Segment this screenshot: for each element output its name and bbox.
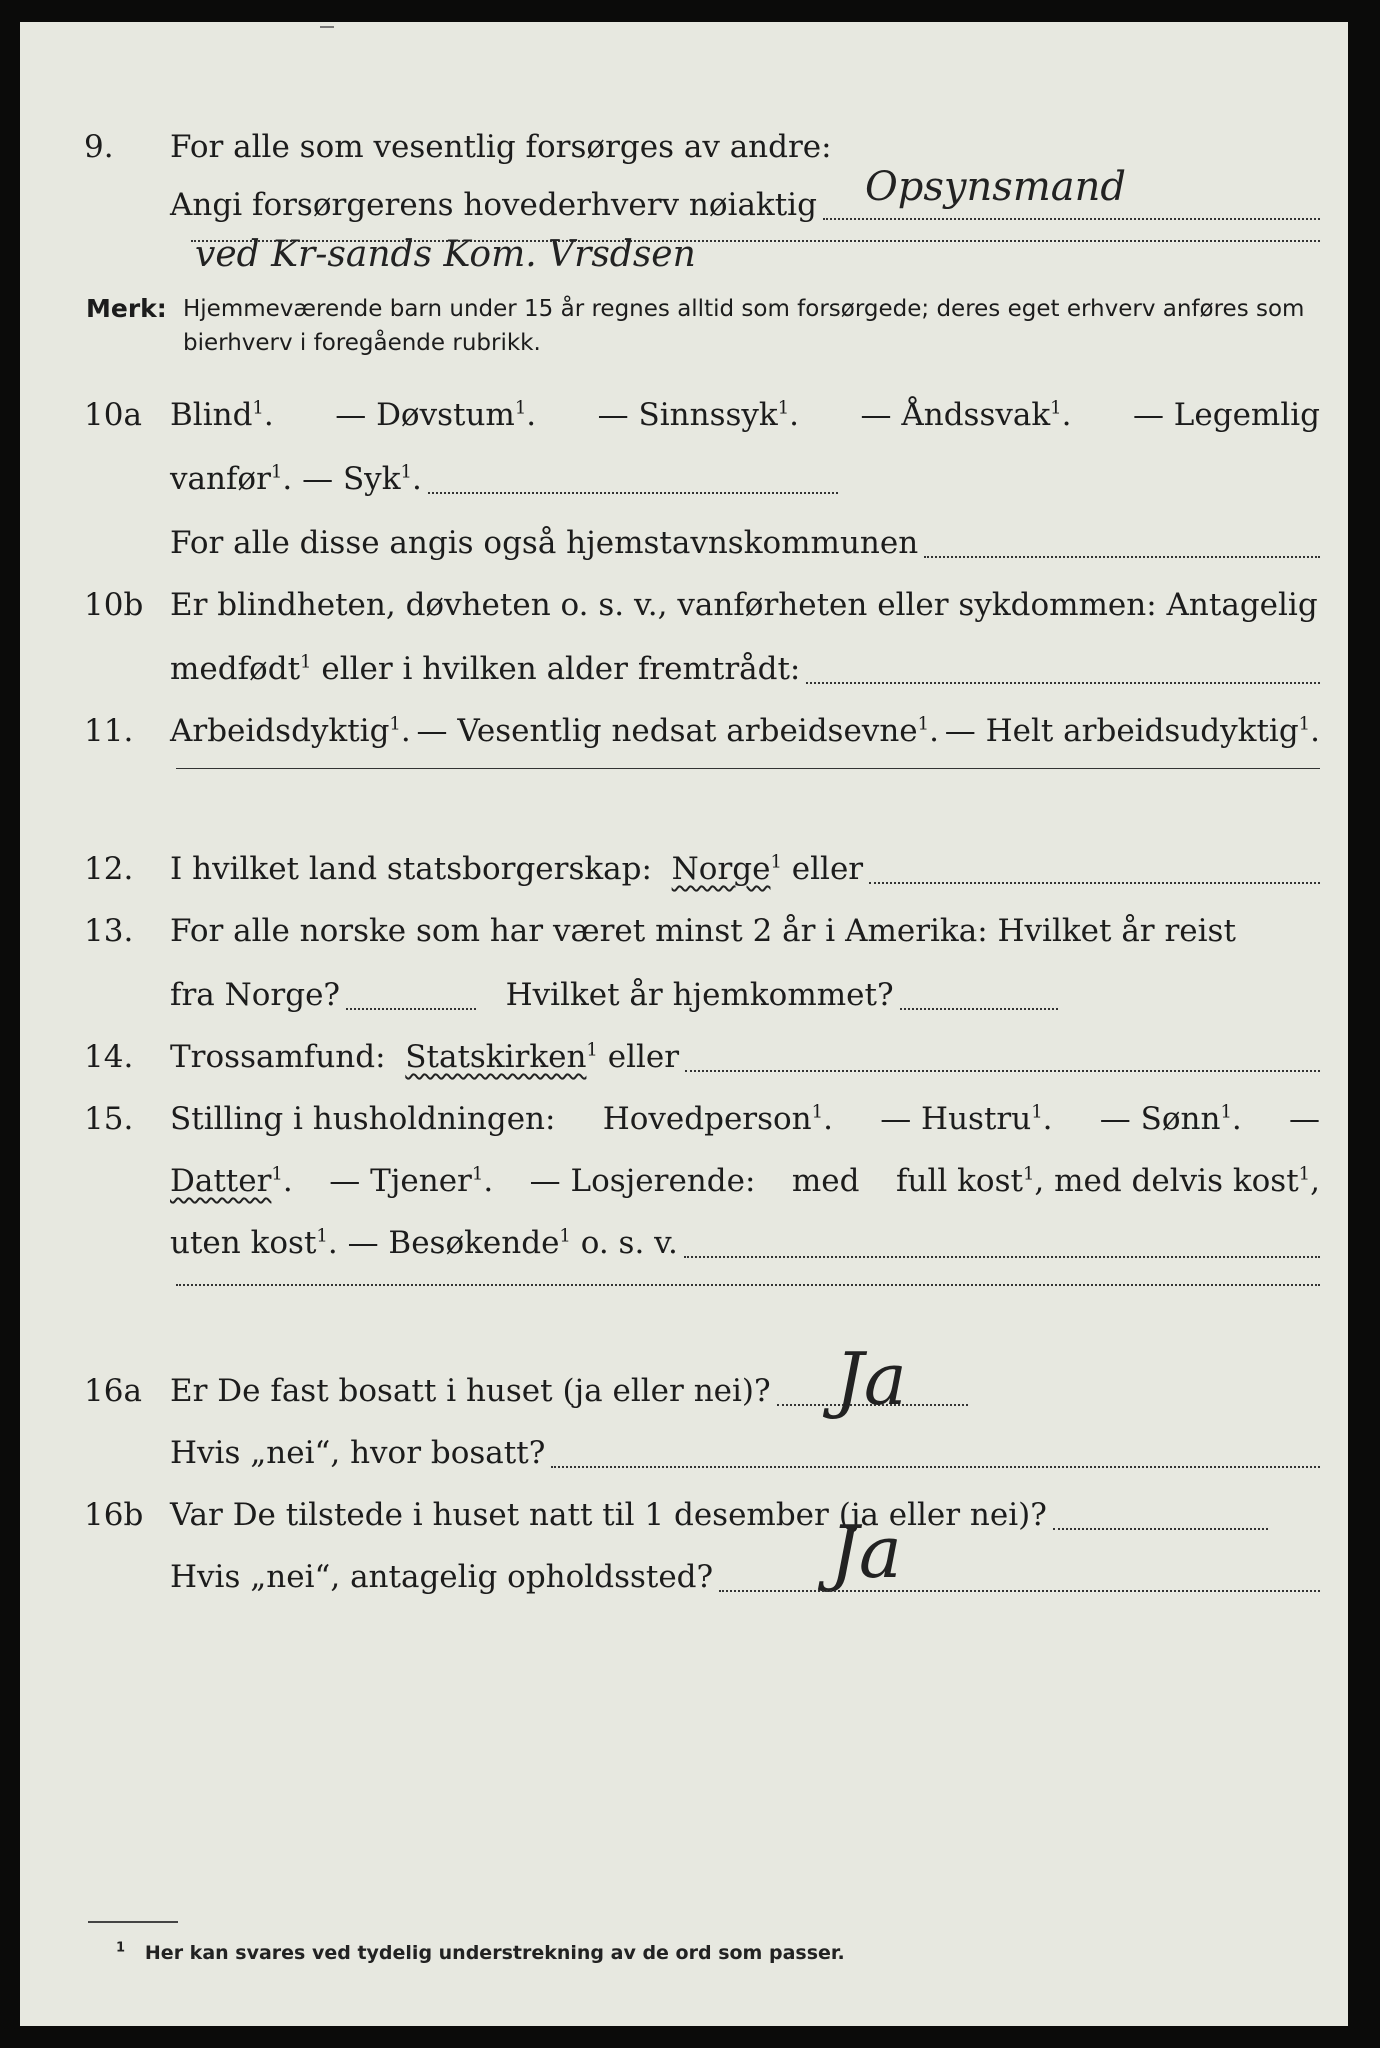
answer-line [1053, 1528, 1268, 1530]
footnote [116, 1942, 845, 1964]
q13-departure-prompt: fra Norge? [170, 977, 341, 1013]
q10b-number: 10b [84, 587, 144, 623]
option-blind: Blind$^1$. [170, 397, 274, 433]
option-sonn: — Sønn$^1$. [1099, 1101, 1242, 1137]
q13-return-prompt: Hvilket år hjemkommet? [505, 977, 894, 1013]
answer-line [685, 1070, 1320, 1072]
q9-text: For alle som vesentlig forsørges av andre: [170, 129, 832, 165]
answer-line [823, 218, 1320, 220]
option-legemlig: — Legemlig [1132, 397, 1320, 433]
q9-handwritten-answer-1: Opsynsmand [865, 164, 1126, 210]
dash: — [1289, 1101, 1320, 1137]
q16a-where-prompt: Hvis „nei“, hvor bosatt? [170, 1435, 546, 1471]
option-medfodt: medfødt$^1$ [170, 651, 312, 687]
q15-line1 [20, 1094, 1348, 1144]
q14-line [20, 1032, 1348, 1082]
option-sinnssyk: — Sinnssyk$^1$. [597, 397, 800, 433]
q16b-line1 [20, 1490, 1348, 1540]
answer-line [806, 682, 1320, 684]
q12-selected-choice: Norge$^1$ [671, 851, 782, 887]
q13-number: 13. [84, 913, 134, 949]
option-uten-kost: uten kost$^1$. [170, 1225, 348, 1261]
q10b-line1 [20, 580, 1348, 630]
q11-line2 [20, 768, 1348, 818]
q16b-prompt: Var De tilstede i huset natt til 1 desember (ja eller nei)? [170, 1497, 1047, 1533]
option-arbeidsdyktig: Arbeidsdyktig$^1$. [170, 713, 411, 749]
option-hustru: — Hustru$^1$. [880, 1101, 1053, 1137]
answer-line [924, 556, 1320, 558]
q10a-line1 [20, 390, 1348, 440]
q10a-line3 [20, 518, 1348, 568]
q10a-number: 10a [84, 397, 142, 433]
answer-line [346, 1008, 476, 1010]
option-vanfor: vanfør$^1$. [170, 461, 303, 497]
option-losjerende: — Losjerende: [529, 1163, 756, 1199]
q9-line1 [20, 122, 1348, 172]
q16a-prompt: Er De fast bosatt i huset (ja eller nei)? [170, 1373, 771, 1409]
q15-line3 [20, 1218, 1348, 1268]
option-besokende: — Besøkende$^1$ [347, 1225, 571, 1261]
option-syk: — Syk$^1$. [302, 461, 422, 497]
q12-prompt: I hvilket land statsborgerskap: [170, 851, 652, 887]
q15-prompt: Stilling i husholdningen: [170, 1101, 556, 1137]
answer-line [176, 768, 1320, 769]
q12-line [20, 844, 1348, 894]
q15-line4 [20, 1284, 1348, 1334]
word-med: med [791, 1163, 860, 1199]
q16b-handwritten-answer: Ja [830, 1510, 902, 1594]
option-full-kost: full kost$^1$, med delvis kost$^1$, [896, 1163, 1320, 1199]
option-tjener: — Tjener$^1$. [329, 1163, 494, 1199]
merk-label: Merk: [86, 294, 167, 323]
q10b-text: Er blindheten, døvheten o. s. v., vanførheten eller sykdommen: Antagelig [170, 587, 1318, 623]
osv: o. s. v. [580, 1225, 678, 1261]
q9-handwritten-answer-2: ved Kr-sands Kom. Vrsdsen [195, 234, 696, 275]
q11-line1 [20, 706, 1348, 756]
q9-prompt: Angi forsørgerens hovederhverv nøiaktig [170, 187, 817, 223]
q14-number: 14. [84, 1039, 134, 1075]
q15-number: 15. [84, 1101, 134, 1137]
option-arbeidsudyktig: — Helt arbeidsudyktig$^1$. [944, 713, 1320, 749]
q16a-line1 [20, 1366, 1348, 1416]
q13-line2 [20, 970, 1348, 1020]
option-hovedperson: Hovedperson$^1$. [602, 1101, 833, 1137]
option-andssvak: — Åndssvak$^1$. [860, 397, 1072, 433]
answer-line [900, 1008, 1058, 1010]
merk-text: Hjemmeværende barn under 15 år regnes alltid som forsørgede; deres eget erhverv anføres som bierhverv i foregående rubrikk. [183, 296, 1305, 356]
q15-line2 [20, 1156, 1348, 1206]
answer-line [176, 1284, 1320, 1286]
q14-or: eller [607, 1039, 680, 1075]
q14-prompt: Trossamfund: [170, 1039, 386, 1075]
q16a-number: 16a [84, 1373, 142, 1409]
q9-number: 9. [84, 129, 114, 165]
q11-number: 11. [84, 713, 134, 749]
q10b-age-prompt: eller i hvilken alder fremtrådt: [321, 651, 801, 687]
answer-line [719, 1590, 1320, 1592]
q12-or: eller [791, 851, 864, 887]
q14-selected-choice: Statskirken$^1$ [405, 1039, 598, 1075]
q10a-line2 [20, 454, 1348, 504]
answer-line [551, 1466, 1320, 1468]
q10b-line2 [20, 644, 1348, 694]
q9-line2 [20, 180, 1348, 230]
answer-line [869, 882, 1320, 884]
answer-line [428, 492, 838, 494]
footnote-text: Her kan svares ved tydelig understrekning av de ord som passer. [144, 1942, 845, 1964]
option-nedsat-arbeidsevne: — Vesentlig nedsat arbeidsevne$^1$. [416, 713, 939, 749]
q13-text: For alle norske som har været minst 2 år i Amerika: Hvilket år reist [170, 913, 1236, 949]
q16b-location-prompt: Hvis „nei“, antagelig opholdssted? [170, 1559, 714, 1595]
q13-line1 [20, 906, 1348, 956]
footnote-rule [88, 1921, 178, 1923]
footnote-mark: 1 [116, 1940, 126, 1956]
answer-line [684, 1256, 1320, 1258]
q16b-line2 [20, 1552, 1348, 1602]
q10a-hometown-prompt: For alle disse angis også hjemstavnskommunen [170, 525, 919, 561]
census-form-page [20, 22, 1348, 2026]
q16a-line2 [20, 1428, 1348, 1478]
paper-mark [320, 26, 334, 28]
q12-number: 12. [84, 851, 134, 887]
q16a-handwritten-answer: Ja [835, 1337, 907, 1421]
q16b-number: 16b [84, 1497, 144, 1533]
option-datter-selected: Datter$^1$. [170, 1163, 293, 1199]
option-dovstum: — Døvstum$^1$. [335, 397, 537, 433]
